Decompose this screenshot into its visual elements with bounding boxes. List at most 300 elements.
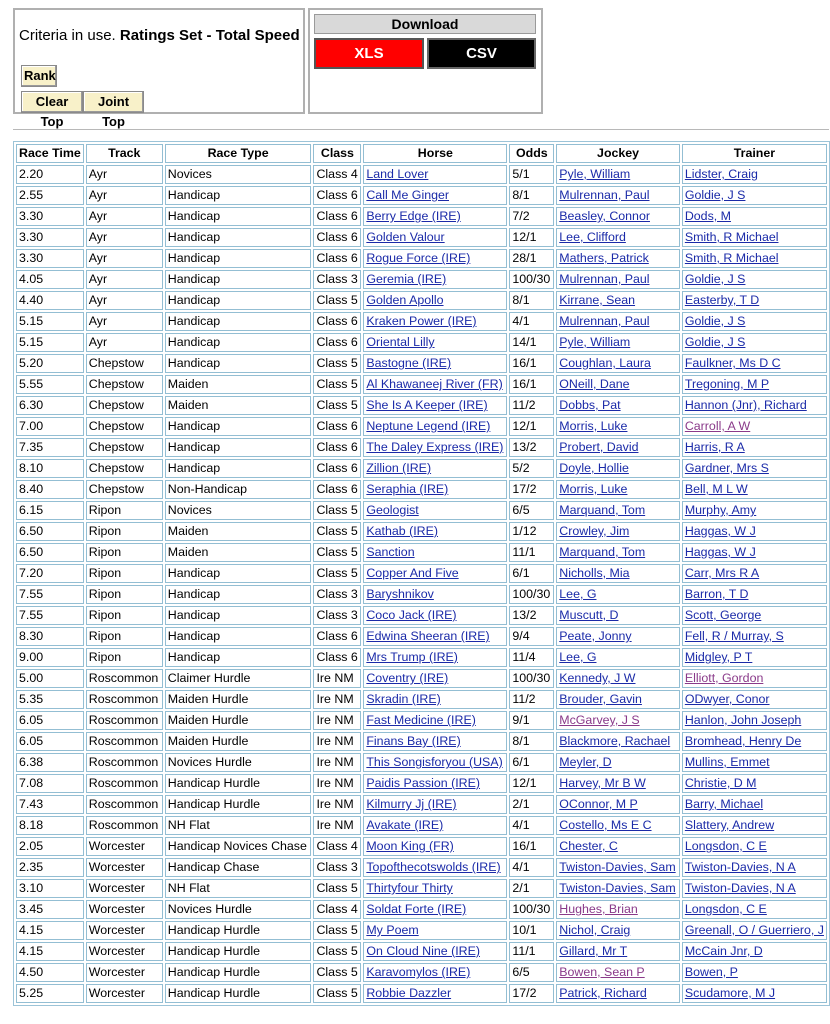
race-time-cell: 5.15	[16, 312, 84, 331]
class-cell: Class 5	[313, 396, 361, 415]
race-time-cell: 4.15	[16, 942, 84, 961]
trainer-link[interactable]: Bell, M L W	[684, 482, 748, 496]
table-row	[16, 858, 827, 877]
race-type-cell: Handicap	[165, 585, 312, 604]
odds-cell: 28/1	[509, 249, 554, 268]
horse-link[interactable]: Soldat Forte (IRE)	[366, 902, 467, 916]
track-cell: Roscommon	[86, 816, 163, 835]
trainer-cell	[682, 816, 827, 835]
race-time-cell: 8.30	[16, 627, 84, 646]
track-cell: Ayr	[86, 165, 163, 184]
trainer-link[interactable]: McCain Jnr, D	[684, 944, 763, 958]
table-row	[16, 585, 827, 604]
horse-cell	[363, 648, 507, 667]
trainer-link[interactable]: Smith, R Michael	[684, 251, 779, 265]
trainer-link[interactable]: Barry, Michael	[684, 797, 764, 811]
race-time-cell: 3.45	[16, 900, 84, 919]
race-time-cell: 7.00	[16, 417, 84, 436]
download-header: Download	[314, 14, 536, 34]
race-type-cell: NH Flat	[165, 816, 312, 835]
jockey-cell	[556, 417, 680, 436]
track-cell: Chepstow	[86, 375, 163, 394]
class-cell: Class 5	[313, 963, 361, 982]
jockey-link[interactable]: Bowen, Sean P	[559, 965, 645, 979]
odds-cell: 13/2	[509, 438, 554, 457]
track-cell: Ripon	[86, 522, 163, 541]
class-cell: Class 6	[313, 648, 361, 667]
race-type-cell: Handicap Hurdle	[165, 942, 312, 961]
table-row	[16, 228, 827, 247]
horse-link[interactable]: Geremia (IRE)	[366, 272, 447, 286]
trainer-link[interactable]: Longsdon, C E	[684, 839, 767, 853]
jockey-link[interactable]: Pyle, William	[559, 167, 631, 181]
trainer-link[interactable]: Haggas, W J	[684, 524, 756, 538]
trainer-link[interactable]: Bowen, P	[684, 965, 738, 979]
track-cell: Worcester	[86, 879, 163, 898]
race-time-cell: 8.18	[16, 816, 84, 835]
jockey-link[interactable]: Blackmore, Rachael	[559, 734, 671, 748]
class-cell: Class 5	[313, 501, 361, 520]
horse-link[interactable]: Geologist	[366, 503, 419, 517]
jockey-link[interactable]: Twiston-Davies, Sam	[559, 860, 676, 874]
column-header-race-time[interactable]: Race Time	[16, 144, 84, 163]
race-type-cell: Maiden	[165, 375, 312, 394]
horse-link[interactable]: Kathab (IRE)	[366, 524, 438, 538]
jockey-link[interactable]: Twiston-Davies, Sam	[559, 881, 676, 895]
jockey-link[interactable]: Beasley, Connor	[559, 209, 650, 223]
class-cell: Ire NM	[313, 690, 361, 709]
horse-link[interactable]: Fast Medicine (IRE)	[366, 713, 476, 727]
trainer-link[interactable]: Harris, R A	[684, 440, 745, 454]
jockey-cell	[556, 165, 680, 184]
column-header-horse[interactable]: Horse	[363, 144, 507, 163]
horse-link[interactable]: Berry Edge (IRE)	[366, 209, 461, 223]
trainer-link[interactable]: Barron, T D	[684, 587, 749, 601]
track-cell: Ayr	[86, 270, 163, 289]
trainer-cell	[682, 879, 827, 898]
class-cell: Class 3	[313, 585, 361, 604]
jockey-link[interactable]: Morris, Luke	[559, 482, 628, 496]
column-header-jockey[interactable]: Jockey	[556, 144, 680, 163]
table-row	[16, 333, 827, 352]
race-time-cell: 6.05	[16, 732, 84, 751]
odds-cell: 4/1	[509, 312, 554, 331]
trainer-cell	[682, 249, 827, 268]
jockey-link[interactable]: Kennedy, J W	[559, 671, 636, 685]
horse-cell	[363, 417, 507, 436]
race-type-cell: Novices Hurdle	[165, 900, 312, 919]
table-row	[16, 543, 827, 562]
horse-link[interactable]: This Songisforyou (USA)	[366, 755, 503, 769]
jockey-cell	[556, 690, 680, 709]
horse-link[interactable]: Al Khawaneej River (FR)	[366, 377, 503, 391]
table-row	[16, 795, 827, 814]
jockey-cell	[556, 270, 680, 289]
trainer-link[interactable]: ODwyer, Conor	[684, 692, 770, 706]
trainer-link[interactable]: Goldie, J S	[684, 335, 746, 349]
horse-link[interactable]: Kraken Power (IRE)	[366, 314, 477, 328]
jockey-cell	[556, 186, 680, 205]
odds-cell: 16/1	[509, 375, 554, 394]
horse-link[interactable]: Edwina Sheeran (IRE)	[366, 629, 490, 643]
jockey-link[interactable]: Crowley, Jim	[559, 524, 630, 538]
jockey-link[interactable]: Harvey, Mr B W	[559, 776, 646, 790]
column-header-race-type[interactable]: Race Type	[165, 144, 312, 163]
horse-link[interactable]: Zillion (IRE)	[366, 461, 432, 475]
trainer-link[interactable]: Hanlon, John Joseph	[684, 713, 802, 727]
odds-cell: 11/1	[509, 543, 554, 562]
horse-cell	[363, 438, 507, 457]
horse-link[interactable]: The Daley Express (IRE)	[366, 440, 504, 454]
race-type-cell: Handicap	[165, 312, 312, 331]
horse-link[interactable]: Coco Jack (IRE)	[366, 608, 457, 622]
jockey-cell	[556, 228, 680, 247]
jockey-link[interactable]: OConnor, M P	[559, 797, 638, 811]
jockey-link[interactable]: Lee, G	[559, 587, 597, 601]
horse-link[interactable]: Seraphia (IRE)	[366, 482, 449, 496]
table-row	[16, 186, 827, 205]
class-cell: Class 5	[313, 375, 361, 394]
track-cell: Worcester	[86, 984, 163, 1003]
jockey-link[interactable]: Lee, G	[559, 650, 597, 664]
jockey-link[interactable]: Mulrennan, Paul	[559, 272, 650, 286]
column-header-track[interactable]: Track	[86, 144, 163, 163]
track-cell: Roscommon	[86, 711, 163, 730]
horse-link[interactable]: Kilmurry Jj (IRE)	[366, 797, 457, 811]
trainer-link[interactable]: Goldie, J S	[684, 272, 746, 286]
class-cell: Ire NM	[313, 669, 361, 688]
odds-cell: 100/30	[509, 669, 554, 688]
trainer-link[interactable]: Murphy, Amy	[684, 503, 757, 517]
table-row	[16, 249, 827, 268]
trainer-link[interactable]: Scudamore, M J	[684, 986, 776, 1000]
jockey-link[interactable]: Pyle, William	[559, 335, 631, 349]
jockey-link[interactable]: Lee, Clifford	[559, 230, 626, 244]
odds-cell: 16/1	[509, 837, 554, 856]
trainer-link[interactable]: Twiston-Davies, N A	[684, 881, 796, 895]
trainer-link[interactable]: Hannon (Jnr), Richard	[684, 398, 807, 412]
jockey-link[interactable]: ONeill, Dane	[559, 377, 630, 391]
horse-link[interactable]: Finans Bay (IRE)	[366, 734, 461, 748]
jockey-link[interactable]: Muscutt, D	[559, 608, 619, 622]
horse-link[interactable]: Avakate (IRE)	[366, 818, 444, 832]
class-cell: Class 3	[313, 858, 361, 877]
trainer-link[interactable]: Christie, D M	[684, 776, 757, 790]
horse-cell	[363, 354, 507, 373]
horse-cell	[363, 375, 507, 394]
race-type-cell: Handicap Hurdle	[165, 984, 312, 1003]
horse-link[interactable]: Oriental Lilly	[366, 335, 435, 349]
jockey-cell	[556, 606, 680, 625]
track-cell: Worcester	[86, 858, 163, 877]
table-row	[16, 291, 827, 310]
odds-cell: 17/2	[509, 480, 554, 499]
horse-cell	[363, 690, 507, 709]
track-cell: Roscommon	[86, 732, 163, 751]
horse-cell	[363, 774, 507, 793]
class-cell: Ire NM	[313, 774, 361, 793]
criteria-panel	[13, 8, 305, 129]
race-time-cell: 3.30	[16, 249, 84, 268]
jockey-link[interactable]: Nicholls, Mia	[559, 566, 630, 580]
trainer-cell	[682, 900, 827, 919]
race-time-cell: 5.15	[16, 333, 84, 352]
jockey-cell	[556, 564, 680, 583]
horse-link[interactable]: Rogue Force (IRE)	[366, 251, 471, 265]
trainer-link[interactable]: Mullins, Emmet	[684, 755, 770, 769]
race-type-cell: Handicap	[165, 186, 312, 205]
table-row	[16, 627, 827, 646]
table-row	[16, 564, 827, 583]
race-type-cell: Handicap	[165, 333, 312, 352]
table-row	[16, 165, 827, 184]
class-cell: Class 6	[313, 312, 361, 331]
table-row	[16, 732, 827, 751]
jockey-link[interactable]: Marquand, Tom	[559, 503, 646, 517]
jockey-cell	[556, 648, 680, 667]
jockey-link[interactable]: Mulrennan, Paul	[559, 314, 650, 328]
trainer-link[interactable]: Carroll, A W	[684, 419, 751, 433]
track-cell: Worcester	[86, 900, 163, 919]
criteria-value: Ratings Set - Total Speed	[119, 27, 300, 44]
jockey-link[interactable]: Mathers, Patrick	[559, 251, 649, 265]
trainer-cell	[682, 543, 827, 562]
track-cell: Ayr	[86, 333, 163, 352]
horse-link[interactable]: Sanction	[366, 545, 415, 559]
trainer-link[interactable]: Dods, M	[684, 209, 731, 223]
trainer-link[interactable]: Longsdon, C E	[684, 902, 767, 916]
odds-cell: 12/1	[509, 417, 554, 436]
horse-link[interactable]: My Poem	[366, 923, 419, 937]
trainer-link[interactable]: Bromhead, Henry De	[684, 734, 802, 748]
trainer-cell	[682, 165, 827, 184]
table-row	[16, 207, 827, 226]
jockey-link[interactable]: Hughes, Brian	[559, 902, 638, 916]
horse-cell	[363, 732, 507, 751]
jockey-link[interactable]: Dobbs, Pat	[559, 398, 621, 412]
horse-link[interactable]: Neptune Legend (IRE)	[366, 419, 491, 433]
horse-link[interactable]: Moon King (FR)	[366, 839, 454, 853]
joint-top-button[interactable]: Joint Top	[83, 91, 144, 113]
track-cell: Ripon	[86, 606, 163, 625]
trainer-link[interactable]: Gardner, Mrs S	[684, 461, 769, 475]
trainer-cell	[682, 333, 827, 352]
trainer-cell	[682, 837, 827, 856]
horse-link[interactable]: She Is A Keeper (IRE)	[366, 398, 488, 412]
odds-cell: 11/2	[509, 690, 554, 709]
race-type-cell: Handicap	[165, 459, 312, 478]
jockey-link[interactable]: Kirrane, Sean	[559, 293, 636, 307]
race-type-cell: Handicap	[165, 564, 312, 583]
horse-link[interactable]: Call Me Ginger	[366, 188, 449, 202]
horse-link[interactable]: Topofthecotswolds (IRE)	[366, 860, 501, 874]
jockey-cell	[556, 249, 680, 268]
jockey-link[interactable]: Probert, David	[559, 440, 639, 454]
table-row	[16, 648, 827, 667]
horse-link[interactable]: Robbie Dazzler	[366, 986, 452, 1000]
odds-cell: 8/1	[509, 732, 554, 751]
horse-cell	[363, 186, 507, 205]
odds-cell: 10/1	[509, 921, 554, 940]
class-cell: Class 4	[313, 900, 361, 919]
horse-link[interactable]: Golden Valour	[366, 230, 445, 244]
jockey-link[interactable]: Chester, C	[559, 839, 618, 853]
jockey-link[interactable]: Morris, Luke	[559, 419, 628, 433]
horse-link[interactable]: Coventry (IRE)	[366, 671, 449, 685]
race-type-cell: Maiden Hurdle	[165, 690, 312, 709]
track-cell: Ayr	[86, 207, 163, 226]
column-header-trainer[interactable]: Trainer	[682, 144, 827, 163]
xls-download-button[interactable]: XLS	[314, 38, 424, 69]
trainer-link[interactable]: Fell, R / Murray, S	[684, 629, 784, 643]
table-row	[16, 690, 827, 709]
horse-cell	[363, 606, 507, 625]
jockey-link[interactable]: Brouder, Gavin	[559, 692, 642, 706]
class-cell: Ire NM	[313, 753, 361, 772]
class-cell: Class 6	[313, 627, 361, 646]
trainer-cell	[682, 963, 827, 982]
jockey-link[interactable]: Nichol, Craig	[559, 923, 631, 937]
horse-link[interactable]: On Cloud Nine (IRE)	[366, 944, 480, 958]
race-time-cell: 4.05	[16, 270, 84, 289]
horse-link[interactable]: Golden Apollo	[366, 293, 444, 307]
trainer-link[interactable]: Twiston-Davies, N A	[684, 860, 796, 874]
race-time-cell: 5.00	[16, 669, 84, 688]
class-cell: Class 6	[313, 459, 361, 478]
jockey-link[interactable]: Costello, Ms E C	[559, 818, 652, 832]
track-cell: Ripon	[86, 648, 163, 667]
trainer-link[interactable]: Easterby, T D	[684, 293, 760, 307]
jockey-cell	[556, 921, 680, 940]
trainer-link[interactable]: Goldie, J S	[684, 314, 746, 328]
track-cell: Roscommon	[86, 774, 163, 793]
jockey-cell	[556, 984, 680, 1003]
trainer-link[interactable]: Smith, R Michael	[684, 230, 779, 244]
jockey-cell	[556, 459, 680, 478]
jockey-cell	[556, 942, 680, 961]
race-type-cell: Handicap Novices Chase	[165, 837, 312, 856]
race-type-cell: Non-Handicap	[165, 480, 312, 499]
jockey-link[interactable]: Doyle, Hollie	[559, 461, 629, 475]
track-cell: Roscommon	[86, 669, 163, 688]
trainer-link[interactable]: Greenall, O / Guerriero, J	[684, 923, 824, 937]
table-row	[16, 417, 827, 436]
table-row	[16, 480, 827, 499]
horse-link[interactable]: Mrs Trump (IRE)	[366, 650, 458, 664]
trainer-link[interactable]: Slattery, Andrew	[684, 818, 775, 832]
track-cell: Ayr	[86, 291, 163, 310]
jockey-cell	[556, 732, 680, 751]
race-type-cell: Handicap	[165, 627, 312, 646]
trainer-link[interactable]: Haggas, W J	[684, 545, 756, 559]
race-time-cell: 6.50	[16, 543, 84, 562]
track-cell: Chepstow	[86, 417, 163, 436]
column-header-class[interactable]: Class	[313, 144, 361, 163]
jockey-link[interactable]: Mulrennan, Paul	[559, 188, 650, 202]
trainer-cell	[682, 942, 827, 961]
horse-cell	[363, 564, 507, 583]
trainer-cell	[682, 732, 827, 751]
criteria-text	[19, 27, 300, 44]
jockey-link[interactable]: Peate, Jonny	[559, 629, 632, 643]
horse-cell	[363, 501, 507, 520]
jockey-link[interactable]: Patrick, Richard	[559, 986, 647, 1000]
jockey-link[interactable]: Meyler, D	[559, 755, 612, 769]
horse-cell	[363, 921, 507, 940]
table-row	[16, 921, 827, 940]
trainer-link[interactable]: Elliott, Gordon	[684, 671, 764, 685]
rank-button[interactable]: Rank	[21, 65, 57, 87]
race-time-cell: 7.08	[16, 774, 84, 793]
race-type-cell: Handicap Chase	[165, 858, 312, 877]
trainer-cell	[682, 606, 827, 625]
track-cell: Worcester	[86, 942, 163, 961]
horse-link[interactable]: Karavomylos (IRE)	[366, 965, 471, 979]
class-cell: Class 6	[313, 207, 361, 226]
trainer-link[interactable]: Goldie, J S	[684, 188, 746, 202]
jockey-link[interactable]: Coughlan, Laura	[559, 356, 651, 370]
table-row	[16, 816, 827, 835]
horse-cell	[363, 249, 507, 268]
race-type-cell: Handicap Hurdle	[165, 795, 312, 814]
results-table	[13, 141, 830, 1006]
horse-link[interactable]: Thirtyfour Thirty	[366, 881, 453, 895]
trainer-link[interactable]: Midgley, P T	[684, 650, 753, 664]
odds-cell: 11/4	[509, 648, 554, 667]
table-row	[16, 354, 827, 373]
horse-link[interactable]: Baryshnikov	[366, 587, 434, 601]
horse-cell	[363, 333, 507, 352]
trainer-cell	[682, 921, 827, 940]
odds-cell: 100/30	[509, 900, 554, 919]
odds-cell: 11/2	[509, 396, 554, 415]
race-time-cell: 7.55	[16, 606, 84, 625]
trainer-link[interactable]: Scott, George	[684, 608, 762, 622]
race-type-cell: Handicap	[165, 270, 312, 289]
trainer-link[interactable]: Carr, Mrs R A	[684, 566, 760, 580]
trainer-link[interactable]: Faulkner, Ms D C	[684, 356, 781, 370]
odds-cell: 16/1	[509, 354, 554, 373]
horse-link[interactable]: Copper And Five	[366, 566, 459, 580]
jockey-cell	[556, 669, 680, 688]
class-cell: Class 3	[313, 606, 361, 625]
jockey-link[interactable]: Gillard, Mr T	[559, 944, 628, 958]
horse-link[interactable]: Bastogne (IRE)	[366, 356, 452, 370]
horse-link[interactable]: Paidis Passion (IRE)	[366, 776, 480, 790]
csv-download-button[interactable]: CSV	[427, 38, 536, 69]
trainer-cell	[682, 480, 827, 499]
trainer-link[interactable]: Lidster, Craig	[684, 167, 758, 181]
track-cell: Roscommon	[86, 795, 163, 814]
jockey-link[interactable]: McGarvey, J S	[559, 713, 640, 727]
trainer-cell	[682, 627, 827, 646]
race-type-cell: Handicap Hurdle	[165, 963, 312, 982]
horse-link[interactable]: Land Lover	[366, 167, 429, 181]
odds-cell: 5/2	[509, 459, 554, 478]
jockey-cell	[556, 333, 680, 352]
jockey-link[interactable]: Marquand, Tom	[559, 545, 646, 559]
trainer-link[interactable]: Tregoning, M P	[684, 377, 770, 391]
horse-link[interactable]: Skradin (IRE)	[366, 692, 441, 706]
race-type-cell: Handicap	[165, 606, 312, 625]
table-row	[16, 375, 827, 394]
jockey-cell	[556, 753, 680, 772]
column-header-odds[interactable]: Odds	[509, 144, 554, 163]
track-cell: Ripon	[86, 564, 163, 583]
class-cell: Class 6	[313, 249, 361, 268]
clear-top-button[interactable]: Clear Top	[21, 91, 83, 113]
horse-cell	[363, 585, 507, 604]
